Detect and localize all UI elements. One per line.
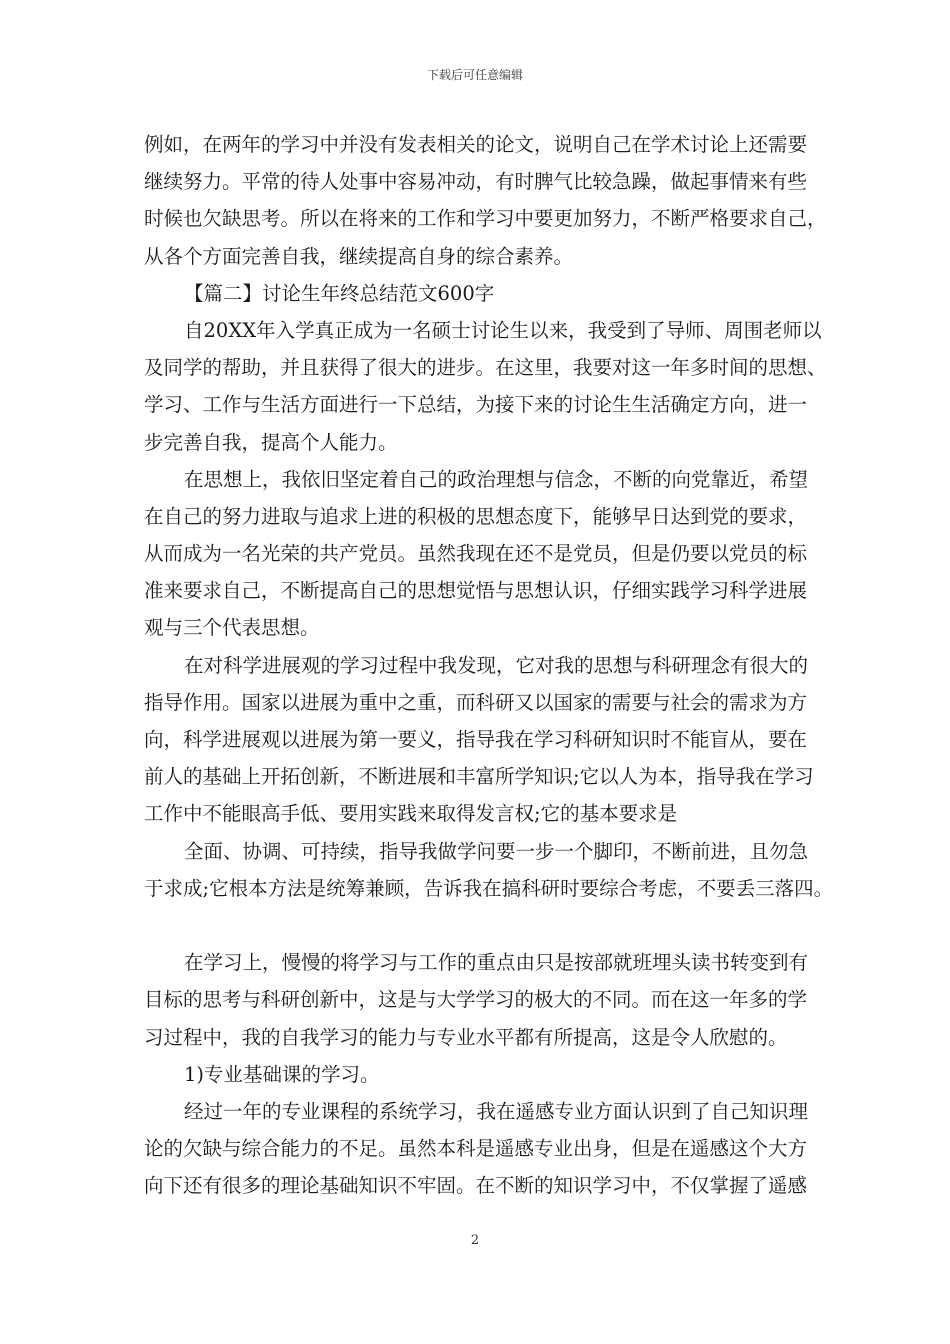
text-line: 论的欠缺与综合能力的不足。虽然本科是遥感专业出身，但是在遥感这个大方 <box>144 1137 808 1161</box>
section-heading: 【篇二】讨论生年终总结范文600字 <box>184 281 495 305</box>
text-line: 准来要求自己，不断提高自己的思想觉悟与思想认识，仔细实践学习科学进展 <box>144 579 808 603</box>
text-line: 时候也欠缺思考。所以在将来的工作和学习中要更加努力，不断严格要求自己， <box>144 207 827 231</box>
text-line: 学习、工作与生活方面进行一下总结，为接下来的讨论生生活确定方向，进一 <box>144 393 808 417</box>
document-body <box>144 126 834 1204</box>
list-item-heading: 1)专业基础课的学习。 <box>184 1062 380 1086</box>
text-line: 在学习上，慢慢的将学习与工作的重点由只是按部就班埋头读书转变到有 <box>184 951 809 975</box>
text-line: 目标的思考与科研创新中，这是与大学学习的极大的不同。而在这一年多的学 <box>144 988 808 1012</box>
text-line: 于求成;它根本方法是统筹兼顾，告诉我在搞科研时要综合考虑，不要丢三落四。 <box>144 876 834 900</box>
text-line: 继续努力。平常的待人处事中容易冲动，有时脾气比较急躁，做起事情来有些 <box>144 170 808 194</box>
text-line: 自20XX年入学真正成为一名硕士讨论生以来，我受到了导师、周围老师以 <box>184 318 822 342</box>
text-line: 工作中不能眼高手低、要用实践来取得发言权;它的基本要求是 <box>144 802 678 826</box>
blank-line <box>144 907 834 944</box>
text-line: 前人的基础上开拓创新，不断进展和丰富所学知识;它以人为本，指导我在学习 <box>144 765 814 789</box>
text-line: 向，科学进展观以进展为第一要义，指导我在学习科研知识时不能盲从，要在 <box>144 728 808 751</box>
text-line: 及同学的帮助，并且获得了很大的进步。在这里，我要对这一年多时间的思想、 <box>144 356 827 380</box>
text-line: 例如，在两年的学习中并没有发表相关的论文，说明自己在学术讨论上还需要 <box>144 133 808 156</box>
text-line: 在对科学进展观的学习过程中我发现，它对我的思想与科研理念有很大的 <box>184 653 809 677</box>
text-line: 从各个方面完善自我，继续提高自身的综合素养。 <box>144 244 574 268</box>
text-line: 在自己的努力进取与追求上进的积极的思想态度下，能够早日达到党的要求， <box>144 504 808 528</box>
text-line: 步完善自我，提高个人能力。 <box>144 430 398 454</box>
text-line: 向下还有很多的理论基础知识不牢固。在不断的知识学习中，不仅掌握了遥感 <box>144 1174 808 1198</box>
text-line: 观与三个代表思想。 <box>144 616 320 640</box>
text-line: 习过程中，我的自我学习的能力与专业水平都有所提高，这是令人欣慰的。 <box>144 1025 788 1049</box>
text-line: 经过一年的专业课程的系统学习，我在遥感专业方面认识到了自己知识理 <box>184 1099 809 1123</box>
text-line: 在思想上，我依旧坚定着自己的政治理想与信念，不断的向党靠近，希望 <box>184 467 809 491</box>
text-line: 指导作用。国家以进展为重中之重，而科研又以国家的需要与社会的需求为方 <box>144 690 808 714</box>
page-number: 2 <box>470 1233 480 1248</box>
text-line: 从而成为一名光荣的共产党员。虽然我现在还不是党员，但是仍要以党员的标 <box>144 542 808 566</box>
text-line: 全面、协调、可持续，指导我做学问要一步一个脚印，不断前进，且勿急 <box>184 839 809 863</box>
page-header: 下载后可任意编辑 <box>426 68 523 82</box>
